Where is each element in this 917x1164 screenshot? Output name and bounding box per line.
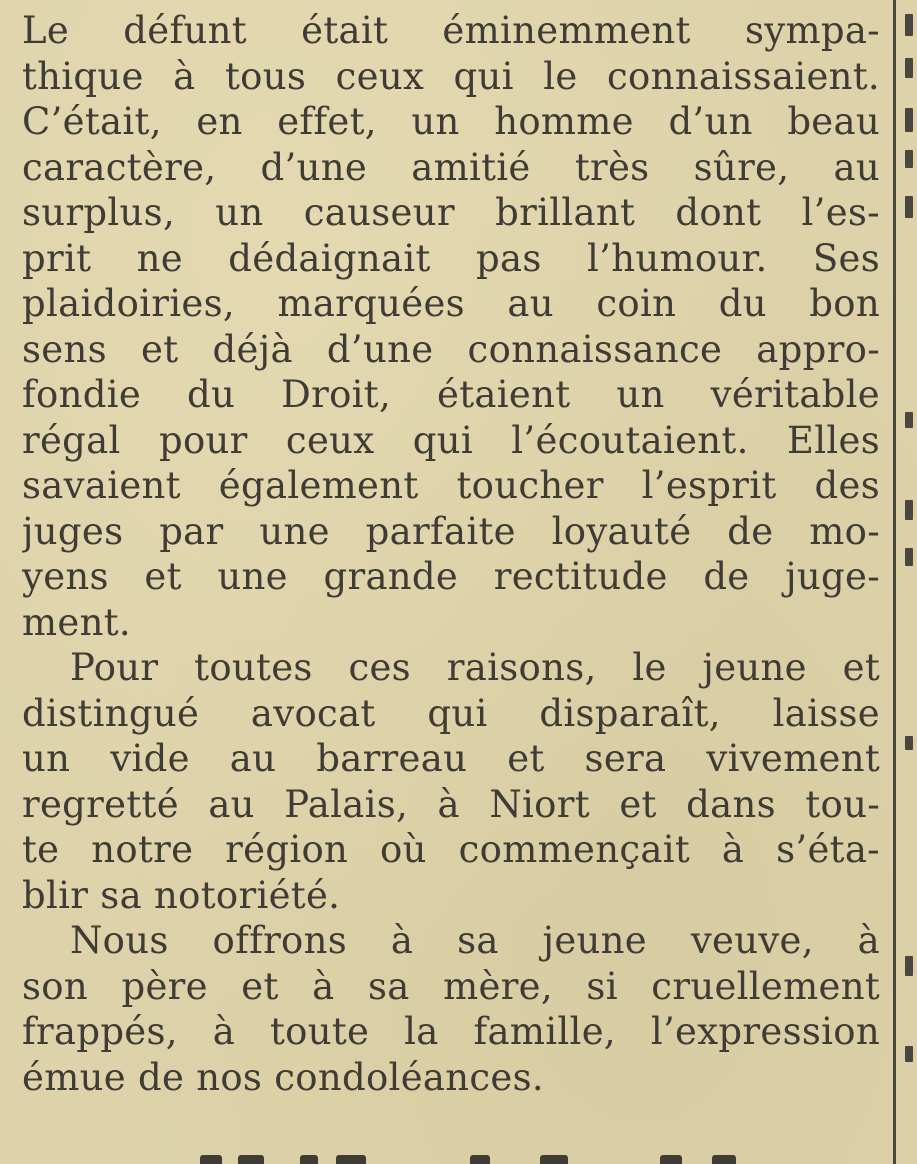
text-fragment [905,736,913,750]
text-fragment [905,150,913,168]
text-line: Le défunt était éminemment sympa- [22,9,880,52]
paragraph-1 [22,8,880,645]
next-headline-fragment [0,1152,893,1164]
text-line: C’était, en effet, un homme d’un beau [22,100,880,143]
column-divider [893,0,896,1164]
text-line: ment. [22,600,131,644]
glyph-fragment [712,1155,736,1164]
paragraph-3 [22,918,880,1100]
text-line: regretté au Palais, à Niort et dans tou- [22,782,880,826]
text-line: fondie du Droit, étaient un véritable [22,373,880,416]
text-line: yens et une grande rectitude de juge- [22,555,880,598]
text-line: distingué avocat qui disparaît, laisse [22,691,880,735]
text-line: te notre région où commençait à s’éta- [22,828,880,871]
text-fragment [905,1046,913,1062]
text-line: Nous offrons à sa jeune veuve, à [70,919,880,962]
glyph-fragment [470,1155,490,1164]
text-line: Pour toutes ces raisons, le jeune et [70,646,880,689]
text-line: thique à tous ceux qui le connaissaient. [22,54,880,98]
text-line: un vide au barreau et sera vivement [22,737,880,780]
text-line: savaient également toucher l’esprit des [22,464,880,507]
text-fragment [905,412,913,428]
text-fragment [905,58,913,78]
text-fragment [905,956,913,976]
text-line: plaidoiries, marquées au coin du bon [22,282,880,325]
glyph-fragment [336,1155,366,1164]
text-fragment [905,548,913,566]
text-fragment [905,108,913,132]
text-fragment [905,14,913,36]
glyph-fragment [540,1155,568,1164]
text-line: émue de nos condoléances. [22,1055,544,1099]
text-line: surplus, un causeur brillant dont l’es- [22,191,880,234]
glyph-fragment [200,1155,222,1164]
text-line: juges par une parfaite loyauté de mo- [22,509,880,553]
article-column [22,8,880,1100]
text-line: sens et déjà d’une connaissance appro- [22,327,880,371]
adjacent-column-edge [905,0,917,1164]
text-line: régal pour ceux qui l’écoutaient. Elles [22,418,880,462]
text-fragment [905,500,913,520]
glyph-fragment [238,1155,264,1164]
text-line: blir sa notoriété. [22,873,341,917]
text-line: prit ne dédaignait pas l’humour. Ses [22,236,880,280]
paragraph-2 [22,645,880,918]
glyph-fragment [660,1155,682,1164]
text-fragment [905,196,913,218]
text-line: caractère, d’une amitié très sûre, au [22,145,880,189]
text-line: son père et à sa mère, si cruellement [22,964,880,1008]
glyph-fragment [300,1155,318,1164]
text-line: frappés, à toute la famille, l’expression [22,1010,880,1053]
